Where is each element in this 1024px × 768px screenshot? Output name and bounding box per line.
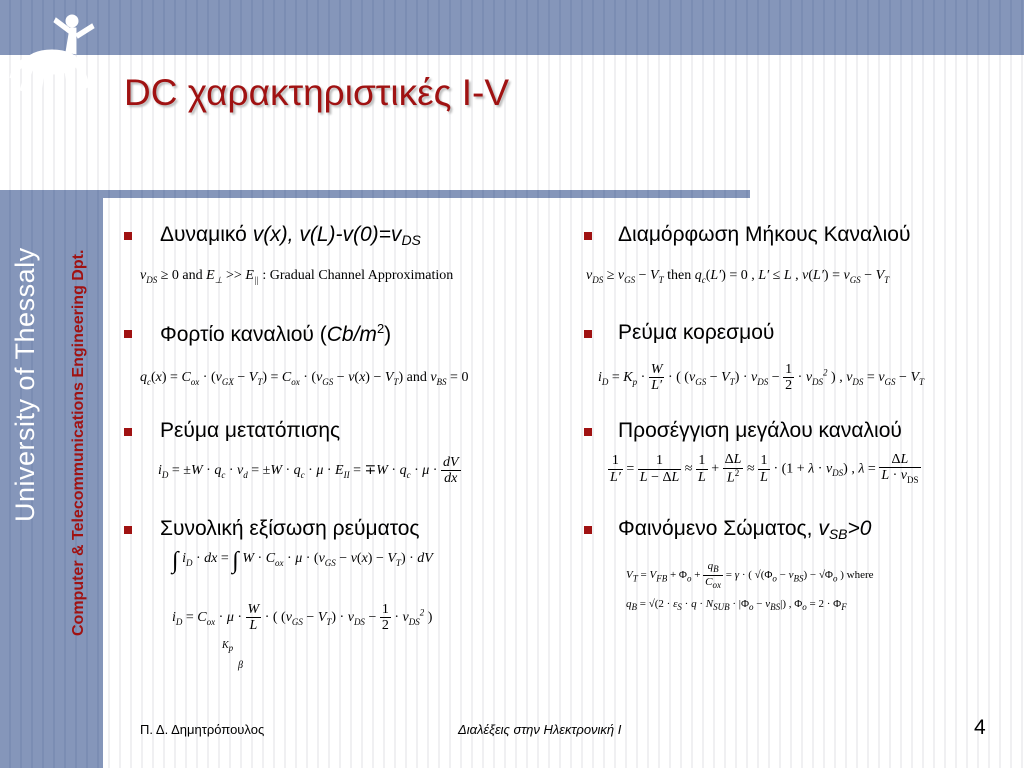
- bullet-marker: [124, 330, 132, 338]
- equation-drift-current: $i_D = \pm W \cdot q_c \cdot v_d = \pm W \cdot q_c \cdot \mu \cdot E_{II} = \mp W \cdot q_c \cdot \mu$ · $\frac{dV}{dx}$: [158, 455, 459, 487]
- divider-band: [0, 190, 750, 198]
- bullet-body-effect: Φαινόμενο Σώματος, vSB>0: [618, 517, 872, 542]
- bullet-marker: [584, 428, 592, 436]
- equation-gca: $v_{DS} \ge 0$ and $E_\perp >> E_{||}$ : Gradual Channel Approximation: [140, 268, 454, 285]
- bullet-marker: [124, 232, 132, 240]
- bullet-long-channel: Προσέγγιση μεγάλου καναλιού: [618, 419, 902, 442]
- bullet-marker: [124, 526, 132, 534]
- equation-saturation-current: $i_D = K_p$ · $\frac{W}{L'}$ · ( $(v_{GS} - V_T) \cdot v_{DS}$ − $\frac{1}{2}$ · $v_{DS}^2$ ) , $v_{DS} = v_{GS} - V_T$: [598, 362, 925, 394]
- bullet-total-current: Συνολική εξίσωση ρεύματος: [160, 517, 420, 540]
- university-logo: [0, 0, 103, 108]
- bullet-channel-length-modulation: Διαμόρφωση Μήκους Καναλιού: [618, 223, 911, 246]
- equation-channel-length: $v_{DS} \ge v_{GS} - V_T$ then $q_c(L') = 0$ , L′ ≤ L , $v(L') = v_{GS} - V_T$: [586, 268, 890, 285]
- department-name: Computer & Telecommunications Engineering Dpt.: [70, 249, 87, 636]
- bullet-saturation-current: Ρεύμα κορεσμού: [618, 321, 775, 344]
- bullet-dynamic-potential: Δυναμικό v(x), v(L)-v(0)=vDS: [160, 223, 421, 248]
- equation-total-current: $i_D = C_{ox} \cdot \mu$ · $\frac{W}{L}$ · ( $(v_{GS} - V_T) \cdot v_{DS}$ − $\frac{1}{2}$ · $v_{DS}^2$ ): [172, 602, 433, 634]
- footer-course: Διαλέξεις στην Ηλεκτρονική Ι: [458, 722, 622, 737]
- university-name: University of Thessaly: [10, 247, 40, 522]
- footer-author: Π. Δ. Δημητρόπουλος: [140, 722, 265, 737]
- bullet-marker: [584, 526, 592, 534]
- equation-current-integral: ∫ $i_D$ · dx = ∫ $W \cdot C_{ox} \cdot \mu \cdot (v_{GS} - v(x) - V_T)$ · dV: [172, 548, 433, 574]
- equation-bulk-charge: $q_B = √(2 \cdot \varepsilon_S \cdot q \cdot N_{SUB} \cdot |\Phi_o - v_{BS}|)$ , $\Phi_o = 2 \cdot \Phi_F$: [626, 598, 847, 613]
- equation-long-channel: $\frac{1}{L'}$ = $\frac{1}{L - \Delta L}$ ≈ $\frac{1}{L}$ + $\frac{\Delta L}{L^2}$ ≈ $\frac{1}{L}$ · $(1 + \lambda \cdot v_{DS})$ , λ = $\frac{\Delta L}{L \cdot v_{DS}}$: [610, 452, 919, 486]
- slide-title: DC χαρακτηριστικές I-V: [124, 72, 509, 113]
- bullet-marker: [124, 428, 132, 436]
- bullet-channel-charge: Φορτίο καναλιού $(Cb/m^2)$: [160, 321, 392, 346]
- bullet-marker: [584, 330, 592, 338]
- label-kp: $K_p$: [222, 640, 234, 653]
- equation-threshold-voltage: $V_T = V_{FB} + \Phi_o$ + $\frac{q_B}{C_{ox}}$ = γ · ( $√(\Phi_o - v_{BS}) - √\Phi_o$ ) where: [626, 560, 874, 591]
- equation-channel-charge: $q_c(x) = C_{ox} \cdot (v_{GX} - V_T) = C_{ox} \cdot (v_{GS} - v(x) - V_T)$ and $v_{BS} = 0$: [140, 370, 469, 387]
- top-band: [0, 0, 1024, 55]
- label-beta: β: [238, 660, 243, 671]
- bullet-drift-current: Ρεύμα μετατόπισης: [160, 419, 341, 442]
- page-number: 4: [974, 716, 986, 739]
- bullet-marker: [584, 232, 592, 240]
